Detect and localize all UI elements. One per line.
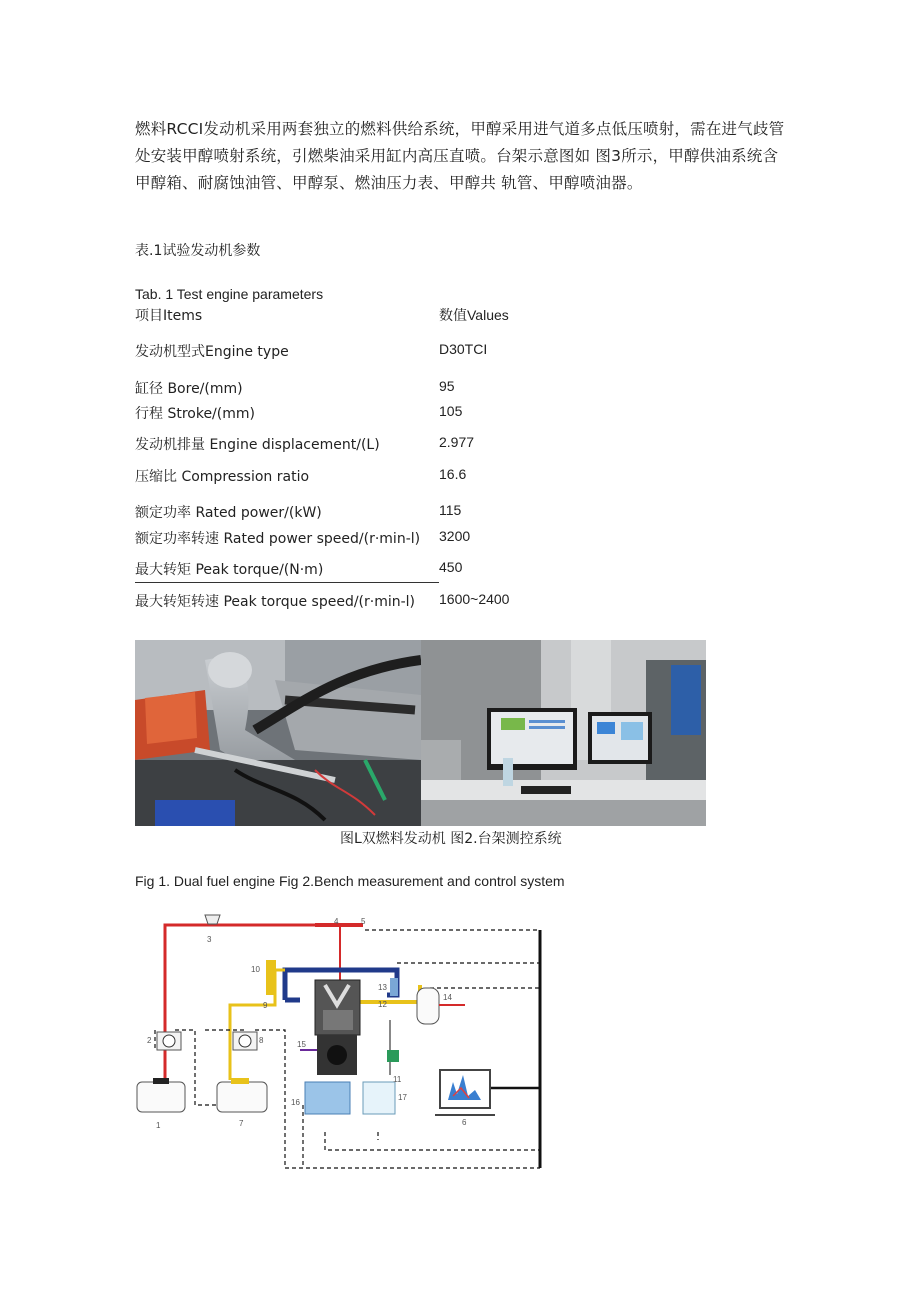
schematic-label: 4 <box>334 917 339 926</box>
table-rule <box>135 582 439 583</box>
intro-paragraph: 燃料RCCI发动机采用两套独立的燃料供给系统，甲醇采用进气道多点低压喷射，需在进气歧管处安装甲醇喷射系统，引燃柴油采用缸内高压直喷。台架示意图如 图3所示，甲醇供油系统含甲醇箱、耐腐蚀油管、甲醇泵、燃油压力表、甲醇共 轨管、甲醇喷油器。 <box>135 120 785 192</box>
table-cell-item: 压缩比 Compression ratio <box>135 469 310 485</box>
table-cell-item: 发动机排量 Engine displacement∕(L) <box>135 437 380 453</box>
schematic-label: 15 <box>297 1040 306 1049</box>
schematic-label: 10 <box>251 965 260 974</box>
figure-caption-en: Fig 1. Dual fuel engine Fig 2.Bench measurement and control system <box>135 873 565 889</box>
schematic-label: 11 <box>393 1075 402 1084</box>
table-cell-value: 1600~2400 <box>439 591 510 607</box>
control-room-photo <box>421 640 706 826</box>
table-cell-value: D30TCI <box>439 341 488 357</box>
table-cell-item: 缸径 Bore∕(mm) <box>135 381 243 397</box>
table-cell-value: 16.6 <box>439 466 467 482</box>
engine-photo <box>135 640 421 826</box>
table-cell-item: 行程 Stroke∕(mm) <box>135 406 255 422</box>
table-cell-item: 最大转矩转速 Peak torque speed∕(r·min-l) <box>135 594 416 610</box>
schematic-label: 6 <box>462 1118 467 1127</box>
table-cell-value: 2.977 <box>439 434 475 450</box>
table-caption-cn: 表.1试验发动机参数 <box>135 243 261 259</box>
schematic-label: 1 <box>156 1121 161 1130</box>
table-cell-value: 95 <box>439 378 455 394</box>
table-cell-value: 450 <box>439 559 463 575</box>
table-cell-value: 105 <box>439 403 463 419</box>
schematic-label: 8 <box>259 1036 264 1045</box>
test-bench-schematic <box>135 910 545 1179</box>
schematic-label: 12 <box>378 1000 387 1009</box>
schematic-label: 9 <box>263 1001 268 1010</box>
table-caption-en: Tab. 1 Test engine parameters <box>135 286 324 302</box>
table-cell-value: 3200 <box>439 528 471 544</box>
schematic-label: 14 <box>443 993 452 1002</box>
schematic-label: 7 <box>239 1119 244 1128</box>
table-cell-value: 115 <box>439 502 462 518</box>
schematic-label: 3 <box>207 935 212 944</box>
table-header-value: 数值Values <box>439 307 509 323</box>
schematic-label: 17 <box>398 1093 407 1102</box>
schematic-label: 2 <box>147 1036 152 1045</box>
table-cell-item: 额定功率转速 Rated power speed∕(r·min-l) <box>135 531 421 547</box>
schematic-label: 5 <box>361 917 366 926</box>
figure-caption-cn: 图L双燃料发动机 图2.台架测控系统 <box>340 831 562 847</box>
table-cell-item: 最大转矩 Peak torque∕(N·m) <box>135 562 324 578</box>
table-header-item: 项目Items <box>135 308 203 324</box>
schematic-label: 16 <box>291 1098 300 1107</box>
table-cell-item: 额定功率 Rated power∕(kW) <box>135 505 322 521</box>
table-cell-item: 发动机型式Engine type <box>135 344 289 360</box>
schematic-label: 13 <box>378 983 387 992</box>
